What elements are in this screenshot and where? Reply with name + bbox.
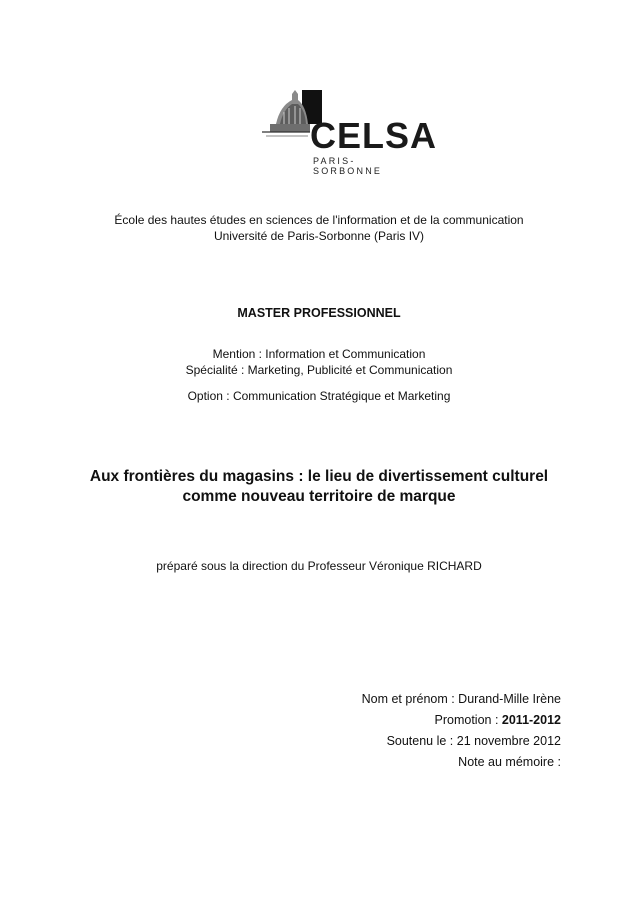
institution-block: [0, 212, 638, 244]
promotion-value: 2011-2012: [501, 713, 561, 727]
promotion-label: Promotion :: [434, 713, 502, 727]
specialite-text: Spécialité : Marketing, Publicité et Communication: [185, 363, 453, 377]
logo-wordmark: CELSA: [310, 115, 438, 156]
defense-date: Soutenu le : 21 novembre 2012: [386, 734, 561, 748]
degree-title: MASTER PROFESSIONNEL: [237, 306, 401, 320]
option-text: Option : Communication Stratégique et Marketing: [187, 389, 451, 403]
university-name: Université de Paris-Sorbonne (Paris IV): [213, 229, 425, 243]
grade-label: Note au mémoire :: [458, 755, 561, 769]
supervision-text: préparé sous la direction du Professeur Véronique RICHARD: [156, 559, 482, 573]
mention-text: Mention : Information et Communication: [212, 347, 426, 361]
thesis-title-line-2: comme nouveau territoire de marque: [182, 488, 456, 505]
student-info: [362, 689, 561, 773]
logo-subtitle: PARIS-SORBONNE: [313, 156, 383, 176]
promotion: [362, 710, 561, 731]
student-name: Nom et prénom : Durand-Mille Irène: [361, 692, 561, 706]
thesis-title-line-1: Aux frontières du magasins : le lieu de divertissement culturel: [89, 468, 549, 485]
degree-details: [0, 346, 638, 378]
thesis-title: [0, 467, 638, 507]
school-name: École des hautes études en sciences de l'information et de la communication: [114, 213, 524, 227]
celsa-logo: [262, 84, 438, 176]
